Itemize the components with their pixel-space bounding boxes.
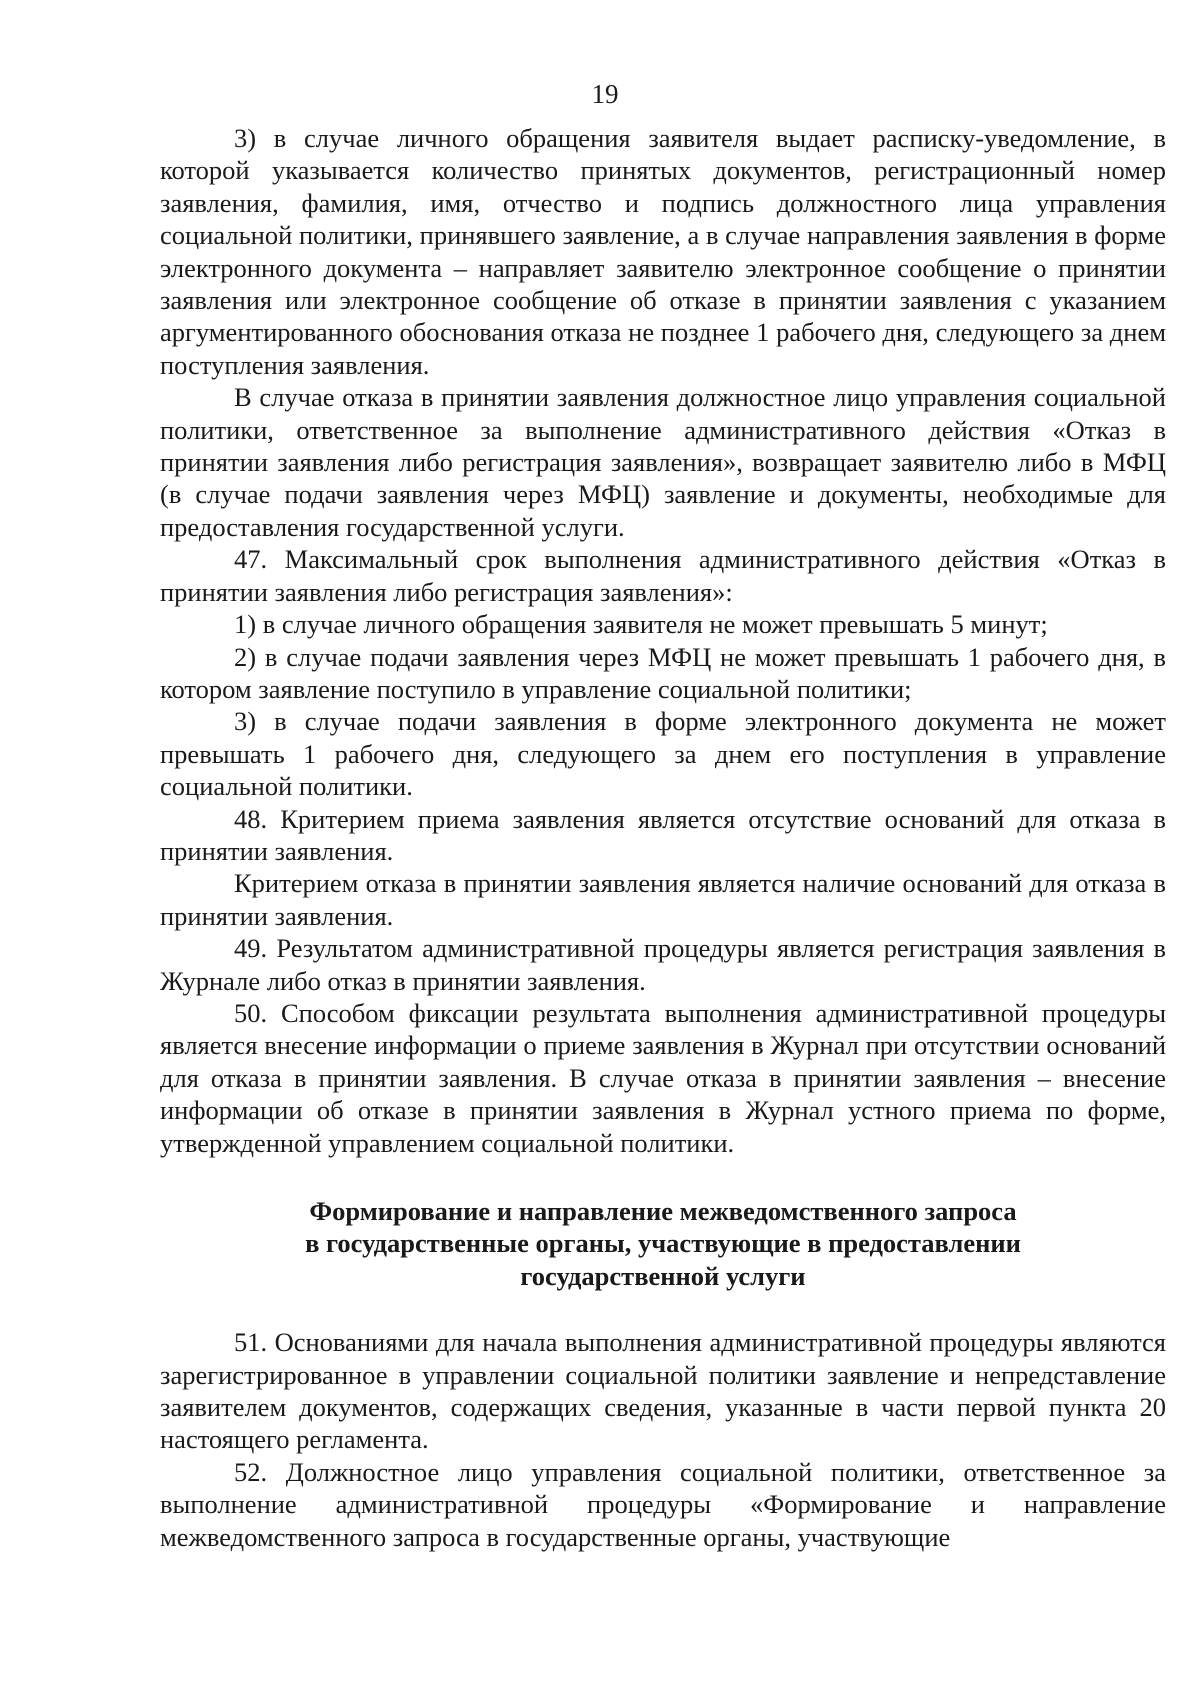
document-body	[160, 122, 1166, 1553]
page-number: 19	[591, 79, 619, 109]
paragraph-47: 47. Максимальный срок выполнения административного действия «Отказ в принятии заявления либо регистрация заявления»:	[160, 544, 1166, 607]
paragraph-47-item-2: 2) в случае подачи заявления через МФЦ не может превышать 1 рабочего дня, в котором заявление поступило в управление социальной политики;	[160, 641, 1166, 704]
section-heading-line-2: в государственные органы, участвующие в предоставлении	[305, 1228, 1021, 1259]
paragraph-receipt-notice: 3) в случае личного обращения заявителя выдает расписку-уведомление, в которой указывается количество принятых документов, регистрационный номер заявления, фамилия, имя, отчество и подпись должностного лица управления социальной политики, принявшего заявление, а в случае направления заявления в форме электронного документа – направляет заявителю электронное сообщение о принятии заявления или электронное сообщение об отказе в принятии заявления с указанием аргументированного обоснования отказа не позднее 1 рабочего дня, следующего за днем поступления заявления.	[160, 123, 1166, 380]
paragraph-52: 52. Должностное лицо управления социальной политики, ответственное за выполнение административной процедуры «Формирование и направление межведомственного запроса в государственные органы, участвующие	[160, 1456, 1166, 1552]
section-heading-line-3: государственной услуги	[520, 1260, 806, 1291]
paragraph-47-item-3: 3) в случае подачи заявления в форме электронного документа не может превышать 1 рабочего дня, следующего за днем его поступления в управление социальной политики.	[160, 706, 1166, 802]
paragraph-51: 51. Основаниями для начала выполнения административной процедуры являются зарегистрированное в управлении социальной политики заявление и непредставление заявителем документов, содержащих сведения, указанные в части первой пункта 20 настоящего регламента.	[160, 1327, 1166, 1455]
section-heading	[160, 1195, 1166, 1292]
paragraph-48: 48. Критерием приема заявления является отсутствие оснований для отказа в принятии заявления.	[160, 803, 1166, 866]
paragraph-48-refusal-criterion: Критерием отказа в принятии заявления является наличие оснований для отказа в принятии заявления.	[160, 868, 1166, 931]
paragraph-50: 50. Способом фиксации результата выполнения административной процедуры является внесение информации о приеме заявления в Журнал при отсутствии оснований для отказа в принятии заявления. В случае отказа в принятии заявления – внесение информации об отказе в принятии заявления в Журнал устного приема по форме, утвержденной управлением социальной политики.	[160, 997, 1166, 1158]
paragraph-refusal-return: В случае отказа в принятии заявления должностное лицо управления социальной политики, ответственное за выполнение административного действия «Отказ в принятии заявления либо регистрация заявления», возвращает заявителю либо в МФЦ (в случае подачи заявления через МФЦ) заявление и документы, необходимые для предоставления государственной услуги.	[160, 382, 1166, 542]
paragraph-49: 49. Результатом административной процедуры является регистрация заявления в Журнале либо отказ в принятии заявления.	[160, 933, 1166, 996]
section-heading-line-1: Формирование и направление межведомственного запроса	[309, 1196, 1017, 1226]
paragraph-47-item-1: 1) в случае личного обращения заявителя не может превышать 5 минут;	[234, 609, 1048, 640]
